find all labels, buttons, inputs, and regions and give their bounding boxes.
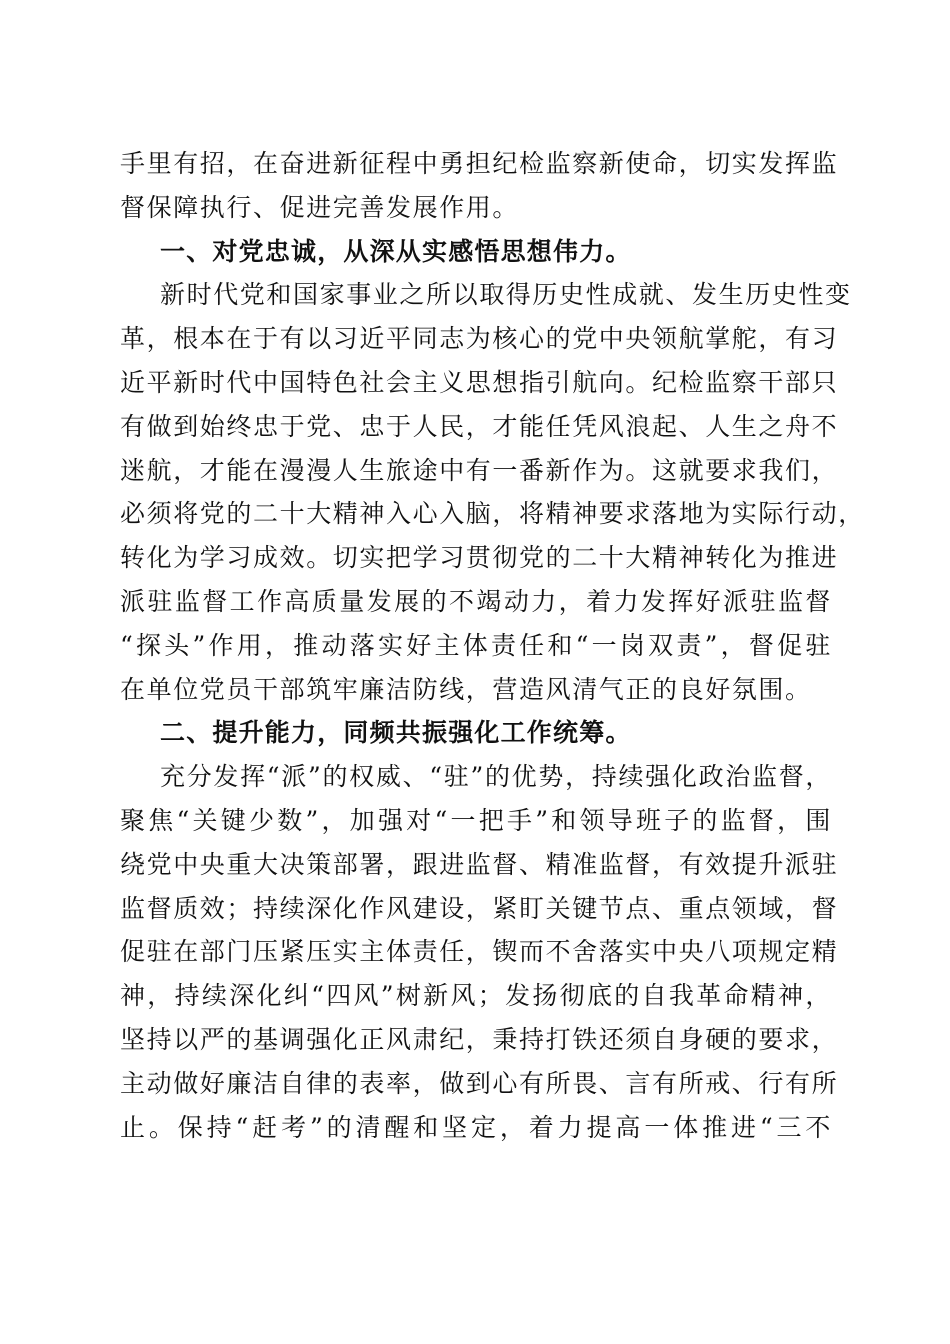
document-body <box>120 142 865 1149</box>
intro-line-1: 手里有招，在奋进新征程中勇担纪检监察新使命，切实发挥监 <box>120 149 839 178</box>
section-1-line-5: 迷航，才能在漫漫人生旅途中有一番新作为。这就要求我们， <box>120 455 839 485</box>
section-2-line-3: 绕党中央重大决策部署，跟进监督、精准监督，有效提升派驻 <box>120 849 839 879</box>
section-2-line-7: 坚持以严的基调强化正风肃纪，秉持打铁还须自身硬的要求， <box>120 1024 839 1054</box>
intro-line-2: 督保障执行、促进完善发展作用。 <box>120 192 520 222</box>
section-1-line-2: 革，根本在于有以习近平同志为核心的党中央领航掌舵，有习 <box>120 324 839 354</box>
section-2-line-1: 充分发挥“派”的权威、“驻”的优势，持续强化政治监督， <box>160 762 832 792</box>
section-1-line-6: 必须将党的二十大精神入心入脑，将精神要求落地为实际行动， <box>120 499 865 529</box>
section-1-line-4: 有做到始终忠于党、忠于人民，才能任凭风浪起、人生之舟不 <box>120 411 839 441</box>
section-1-heading: 一、对党忠诚，从深从实感悟思想伟力。 <box>160 236 632 266</box>
section-1-line-10: 在单位党员干部筑牢廉洁防线，营造风清气正的良好氛围。 <box>120 674 812 704</box>
section-2-line-8: 主动做好廉洁自律的表率，做到心有所畏、言有所戒、行有所 <box>120 1068 839 1098</box>
section-1-line-1: 新时代党和国家事业之所以取得历史性成就、发生历史性变 <box>160 280 852 310</box>
section-2-heading: 二、提升能力，同频共振强化工作统筹。 <box>160 718 632 748</box>
section-2-line-2: 聚焦“关键少数”，加强对“一把手”和领导班子的监督，围 <box>120 805 832 835</box>
section-1-line-7: 转化为学习成效。切实把学习贯彻党的二十大精神转化为推进 <box>120 543 839 573</box>
section-1-line-8: 派驻监督工作高质量发展的不竭动力，着力发挥好派驻监督 <box>120 586 832 616</box>
section-2-line-9: 止。保持“赶考”的清醒和坚定，着力提高一体推进“三不 <box>120 1112 832 1142</box>
section-2-line-5: 促驻在部门压紧压实主体责任，锲而不舍落实中央八项规定精 <box>120 937 839 967</box>
section-2-line-6: 神，持续深化纠“四风”树新风；发扬彻底的自我革命精神， <box>120 981 832 1011</box>
section-1-line-9: “探头”作用，推动落实好主体责任和“一岗双责”，督促驻 <box>120 630 832 660</box>
section-2-line-4: 监督质效；持续深化作风建设，紧盯关键节点、重点领域，督 <box>120 893 839 923</box>
section-1-line-3: 近平新时代中国特色社会主义思想指引航向。纪检监察干部只 <box>120 367 839 397</box>
